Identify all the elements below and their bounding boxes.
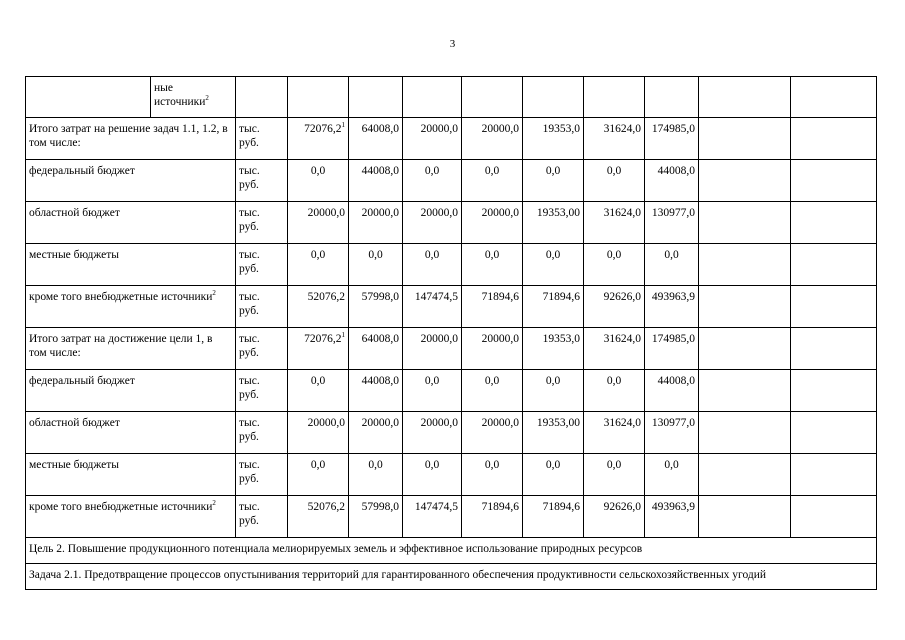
table-row	[26, 202, 877, 244]
row-label-text: местные бюджеты	[29, 459, 120, 471]
table-row	[26, 328, 877, 370]
value-text: 0,0	[664, 459, 679, 471]
cell-empty	[791, 118, 877, 160]
value-text: 19353,00	[536, 207, 580, 219]
value-cell	[349, 454, 403, 496]
value-text: 64008,0	[361, 123, 399, 135]
value-text: 174985,0	[651, 123, 695, 135]
value-cell	[523, 202, 584, 244]
cell-empty	[462, 77, 523, 118]
value-cell	[645, 496, 699, 538]
value-cell	[349, 328, 403, 370]
value-text: 71894,6	[481, 291, 519, 303]
value-text: 20000,0	[361, 207, 399, 219]
value-text: 130977,0	[651, 207, 695, 219]
value-cell	[523, 118, 584, 160]
value-cell	[523, 454, 584, 496]
value-cell	[645, 244, 699, 286]
cell-empty	[791, 160, 877, 202]
value-cell	[403, 412, 462, 454]
unit-line1: тыс.	[239, 417, 260, 429]
row-label	[26, 328, 236, 370]
value-cell	[584, 244, 645, 286]
task-2-1-row	[26, 564, 877, 590]
value-text: 20000,0	[481, 123, 519, 135]
value-cell	[523, 370, 584, 412]
footnote-marker: 2	[212, 289, 216, 298]
row-label-text: местные бюджеты	[29, 249, 120, 261]
cell-empty	[645, 77, 699, 118]
value-cell	[403, 370, 462, 412]
value-cell	[403, 286, 462, 328]
row-label	[26, 286, 236, 328]
value-text: 0,0	[484, 375, 500, 387]
cell-empty	[791, 454, 877, 496]
value-cell	[403, 496, 462, 538]
cell-empty	[26, 77, 151, 118]
value-text: 0,0	[424, 375, 440, 387]
page-number: 3	[449, 38, 456, 50]
unit-cell	[236, 454, 288, 496]
value-cell	[645, 454, 699, 496]
value-text: 0,0	[310, 165, 326, 177]
unit-line2: руб.	[239, 179, 259, 191]
value-cell	[288, 370, 349, 412]
value-text: 493963,9	[651, 291, 695, 303]
value-text: 52076,2	[307, 291, 345, 303]
value-cell	[584, 118, 645, 160]
value-text: 31624,0	[603, 333, 641, 345]
value-cell	[349, 496, 403, 538]
value-text: 20000,0	[420, 207, 458, 219]
cell-empty	[403, 77, 462, 118]
value-cell	[462, 412, 523, 454]
value-cell	[584, 496, 645, 538]
value-text: 44008,0	[361, 375, 399, 387]
unit-line2: руб.	[239, 389, 259, 401]
value-text: 71894,6	[481, 501, 519, 513]
goal-2-text: Цель 2. Повышение продукционного потенциала мелиорируемых земель и эффективное использование природных ресурсов	[26, 538, 877, 564]
value-text: 0,0	[310, 459, 326, 471]
table-row	[26, 412, 877, 454]
value-text: 64008,0	[361, 333, 399, 345]
unit-line2: руб.	[239, 221, 259, 233]
value-cell	[349, 118, 403, 160]
unit-line2: руб.	[239, 137, 259, 149]
row-label	[26, 454, 236, 496]
task-2-1-text: Задача 2.1. Предотвращение процессов опустынивания территорий для гарантированного обеспечения продуктивности сельскохозяйственных угодий	[26, 564, 877, 590]
value-cell	[645, 160, 699, 202]
value-cell	[645, 328, 699, 370]
unit-cell	[236, 244, 288, 286]
value-cell	[349, 412, 403, 454]
unit-cell	[236, 370, 288, 412]
cell-empty	[791, 202, 877, 244]
value-text: 71894,6	[542, 501, 580, 513]
value-cell	[462, 328, 523, 370]
value-text: 0,0	[368, 459, 383, 471]
unit-line1: тыс.	[239, 333, 260, 345]
value-cell	[288, 412, 349, 454]
unit-line1: тыс.	[239, 123, 260, 135]
value-cell	[288, 496, 349, 538]
cell-empty	[699, 496, 791, 538]
value-text: 20000,0	[420, 123, 458, 135]
value-cell	[462, 454, 523, 496]
value-text: 0,0	[545, 165, 561, 177]
unit-line2: руб.	[239, 263, 259, 275]
value-cell	[584, 202, 645, 244]
value-text: 44008,0	[657, 165, 695, 177]
unit-line1: тыс.	[239, 249, 260, 261]
cell-empty	[523, 77, 584, 118]
value-cell	[349, 286, 403, 328]
value-text: 174985,0	[651, 333, 695, 345]
unit-line1: тыс.	[239, 291, 260, 303]
value-text: 20000,0	[307, 417, 345, 429]
value-cell	[349, 244, 403, 286]
footnote-marker: 1	[341, 121, 345, 130]
continued-label-line2: источники	[154, 96, 206, 108]
value-text: 19353,00	[536, 417, 580, 429]
value-text: 0,0	[484, 249, 500, 261]
value-cell	[462, 370, 523, 412]
row-label	[26, 370, 236, 412]
value-text: 147474,5	[414, 291, 458, 303]
cell-empty	[699, 454, 791, 496]
cell-empty	[791, 328, 877, 370]
value-text: 72076,2	[304, 123, 342, 135]
value-text: 44008,0	[361, 165, 399, 177]
table-row	[26, 286, 877, 328]
cell-empty	[699, 370, 791, 412]
unit-cell	[236, 118, 288, 160]
unit-line1: тыс.	[239, 165, 260, 177]
table-row	[26, 370, 877, 412]
value-cell	[403, 244, 462, 286]
table-body	[26, 77, 877, 590]
value-text: 72076,2	[304, 333, 342, 345]
value-cell	[645, 202, 699, 244]
value-cell	[349, 370, 403, 412]
row-label-text: кроме того внебюджетные источники	[29, 501, 213, 513]
value-cell	[645, 118, 699, 160]
value-text: 0,0	[664, 249, 679, 261]
footnote-marker: 2	[205, 94, 209, 103]
row-label-text: областной бюджет	[29, 207, 120, 219]
value-cell	[288, 118, 349, 160]
row-label-text: федеральный бюджет	[29, 375, 135, 387]
value-cell	[403, 328, 462, 370]
value-text: 57998,0	[361, 291, 399, 303]
value-cell	[288, 286, 349, 328]
value-cell	[523, 328, 584, 370]
cell-empty	[699, 160, 791, 202]
unit-cell	[236, 328, 288, 370]
value-cell	[584, 454, 645, 496]
row-label-text: кроме того внебюджетные источники	[29, 291, 213, 303]
value-cell	[403, 118, 462, 160]
value-text: 57998,0	[361, 501, 399, 513]
value-cell	[645, 370, 699, 412]
value-text: 20000,0	[307, 207, 345, 219]
cell-empty	[699, 412, 791, 454]
value-text: 20000,0	[420, 417, 458, 429]
budget-table	[25, 76, 877, 590]
value-text: 20000,0	[361, 417, 399, 429]
value-text: 20000,0	[420, 333, 458, 345]
value-text: 0,0	[424, 249, 440, 261]
unit-cell	[236, 412, 288, 454]
row-label	[26, 496, 236, 538]
unit-cell	[236, 286, 288, 328]
value-cell	[584, 286, 645, 328]
value-cell	[403, 202, 462, 244]
value-text: 20000,0	[481, 207, 519, 219]
unit-cell	[236, 202, 288, 244]
unit-line2: руб.	[239, 473, 259, 485]
value-cell	[645, 412, 699, 454]
goal-2-row	[26, 538, 877, 564]
cell-empty	[791, 496, 877, 538]
unit-line1: тыс.	[239, 501, 260, 513]
footnote-marker: 2	[212, 499, 216, 508]
value-text: 147474,5	[414, 501, 458, 513]
row-label-text: федеральный бюджет	[29, 165, 135, 177]
value-text: 0,0	[368, 249, 383, 261]
value-text: 130977,0	[651, 417, 695, 429]
value-cell	[584, 370, 645, 412]
cell-empty	[349, 77, 403, 118]
cell-empty	[791, 77, 877, 118]
value-cell	[462, 244, 523, 286]
value-cell	[403, 454, 462, 496]
value-cell	[403, 160, 462, 202]
cell-empty	[699, 118, 791, 160]
row-label-text: Итого затрат на достижение цели 1, в том числе:	[29, 333, 213, 359]
value-text: 0,0	[484, 459, 500, 471]
value-cell	[584, 160, 645, 202]
value-cell	[288, 454, 349, 496]
unit-line1: тыс.	[239, 375, 260, 387]
value-cell	[349, 160, 403, 202]
row-label	[26, 202, 236, 244]
unit-line2: руб.	[239, 347, 259, 359]
value-text: 92626,0	[603, 501, 641, 513]
table-row-continued-sources	[26, 77, 877, 118]
value-cell	[523, 286, 584, 328]
row-label	[26, 244, 236, 286]
value-cell	[349, 202, 403, 244]
cell-empty	[791, 286, 877, 328]
value-cell	[288, 244, 349, 286]
value-cell	[523, 496, 584, 538]
value-cell	[645, 286, 699, 328]
value-text: 0,0	[606, 165, 622, 177]
value-cell	[523, 244, 584, 286]
value-text: 0,0	[545, 375, 561, 387]
cell-empty	[236, 77, 288, 118]
unit-line1: тыс.	[239, 207, 260, 219]
value-text: 52076,2	[307, 501, 345, 513]
unit-line1: тыс.	[239, 459, 260, 471]
value-cell	[462, 286, 523, 328]
cell-empty	[699, 77, 791, 118]
value-text: 493963,9	[651, 501, 695, 513]
value-text: 92626,0	[603, 291, 641, 303]
value-cell	[584, 328, 645, 370]
table-row	[26, 118, 877, 160]
value-text: 31624,0	[603, 417, 641, 429]
cell-continued-label	[151, 77, 236, 118]
cell-empty	[699, 328, 791, 370]
value-cell	[584, 412, 645, 454]
cell-empty	[791, 244, 877, 286]
cell-empty	[699, 286, 791, 328]
value-cell	[462, 118, 523, 160]
unit-line2: руб.	[239, 515, 259, 527]
unit-line2: руб.	[239, 305, 259, 317]
value-text: 0,0	[545, 249, 561, 261]
value-text: 31624,0	[603, 207, 641, 219]
unit-cell	[236, 160, 288, 202]
value-cell	[462, 496, 523, 538]
continued-label-line1: ные	[154, 82, 173, 94]
table-row	[26, 244, 877, 286]
row-label	[26, 412, 236, 454]
value-text: 19353,0	[542, 123, 580, 135]
value-text: 20000,0	[481, 333, 519, 345]
value-cell	[523, 160, 584, 202]
row-label-text: областной бюджет	[29, 417, 120, 429]
value-text: 0,0	[484, 165, 500, 177]
table-row	[26, 496, 877, 538]
value-text: 0,0	[606, 249, 622, 261]
value-cell	[288, 328, 349, 370]
value-text: 0,0	[310, 375, 326, 387]
unit-cell	[236, 496, 288, 538]
table-row	[26, 160, 877, 202]
value-cell	[288, 160, 349, 202]
unit-line2: руб.	[239, 431, 259, 443]
value-text: 0,0	[424, 165, 440, 177]
value-cell	[462, 160, 523, 202]
value-text: 31624,0	[603, 123, 641, 135]
value-text: 20000,0	[481, 417, 519, 429]
row-label	[26, 160, 236, 202]
value-text: 0,0	[545, 459, 561, 471]
value-text: 0,0	[606, 459, 622, 471]
value-cell	[462, 202, 523, 244]
value-text: 19353,0	[542, 333, 580, 345]
cell-empty	[791, 370, 877, 412]
value-text: 0,0	[424, 459, 440, 471]
value-text: 71894,6	[542, 291, 580, 303]
value-cell	[523, 412, 584, 454]
row-label	[26, 118, 236, 160]
cell-empty	[699, 202, 791, 244]
cell-empty	[288, 77, 349, 118]
cell-empty	[791, 412, 877, 454]
value-text: 0,0	[606, 375, 622, 387]
value-text: 0,0	[310, 249, 326, 261]
cell-empty	[699, 244, 791, 286]
footnote-marker: 1	[341, 331, 345, 340]
row-label-text: Итого затрат на решение задач 1.1, 1.2, в том числе:	[29, 123, 228, 149]
table-row	[26, 454, 877, 496]
cell-empty	[584, 77, 645, 118]
value-cell	[288, 202, 349, 244]
value-text: 44008,0	[657, 375, 695, 387]
